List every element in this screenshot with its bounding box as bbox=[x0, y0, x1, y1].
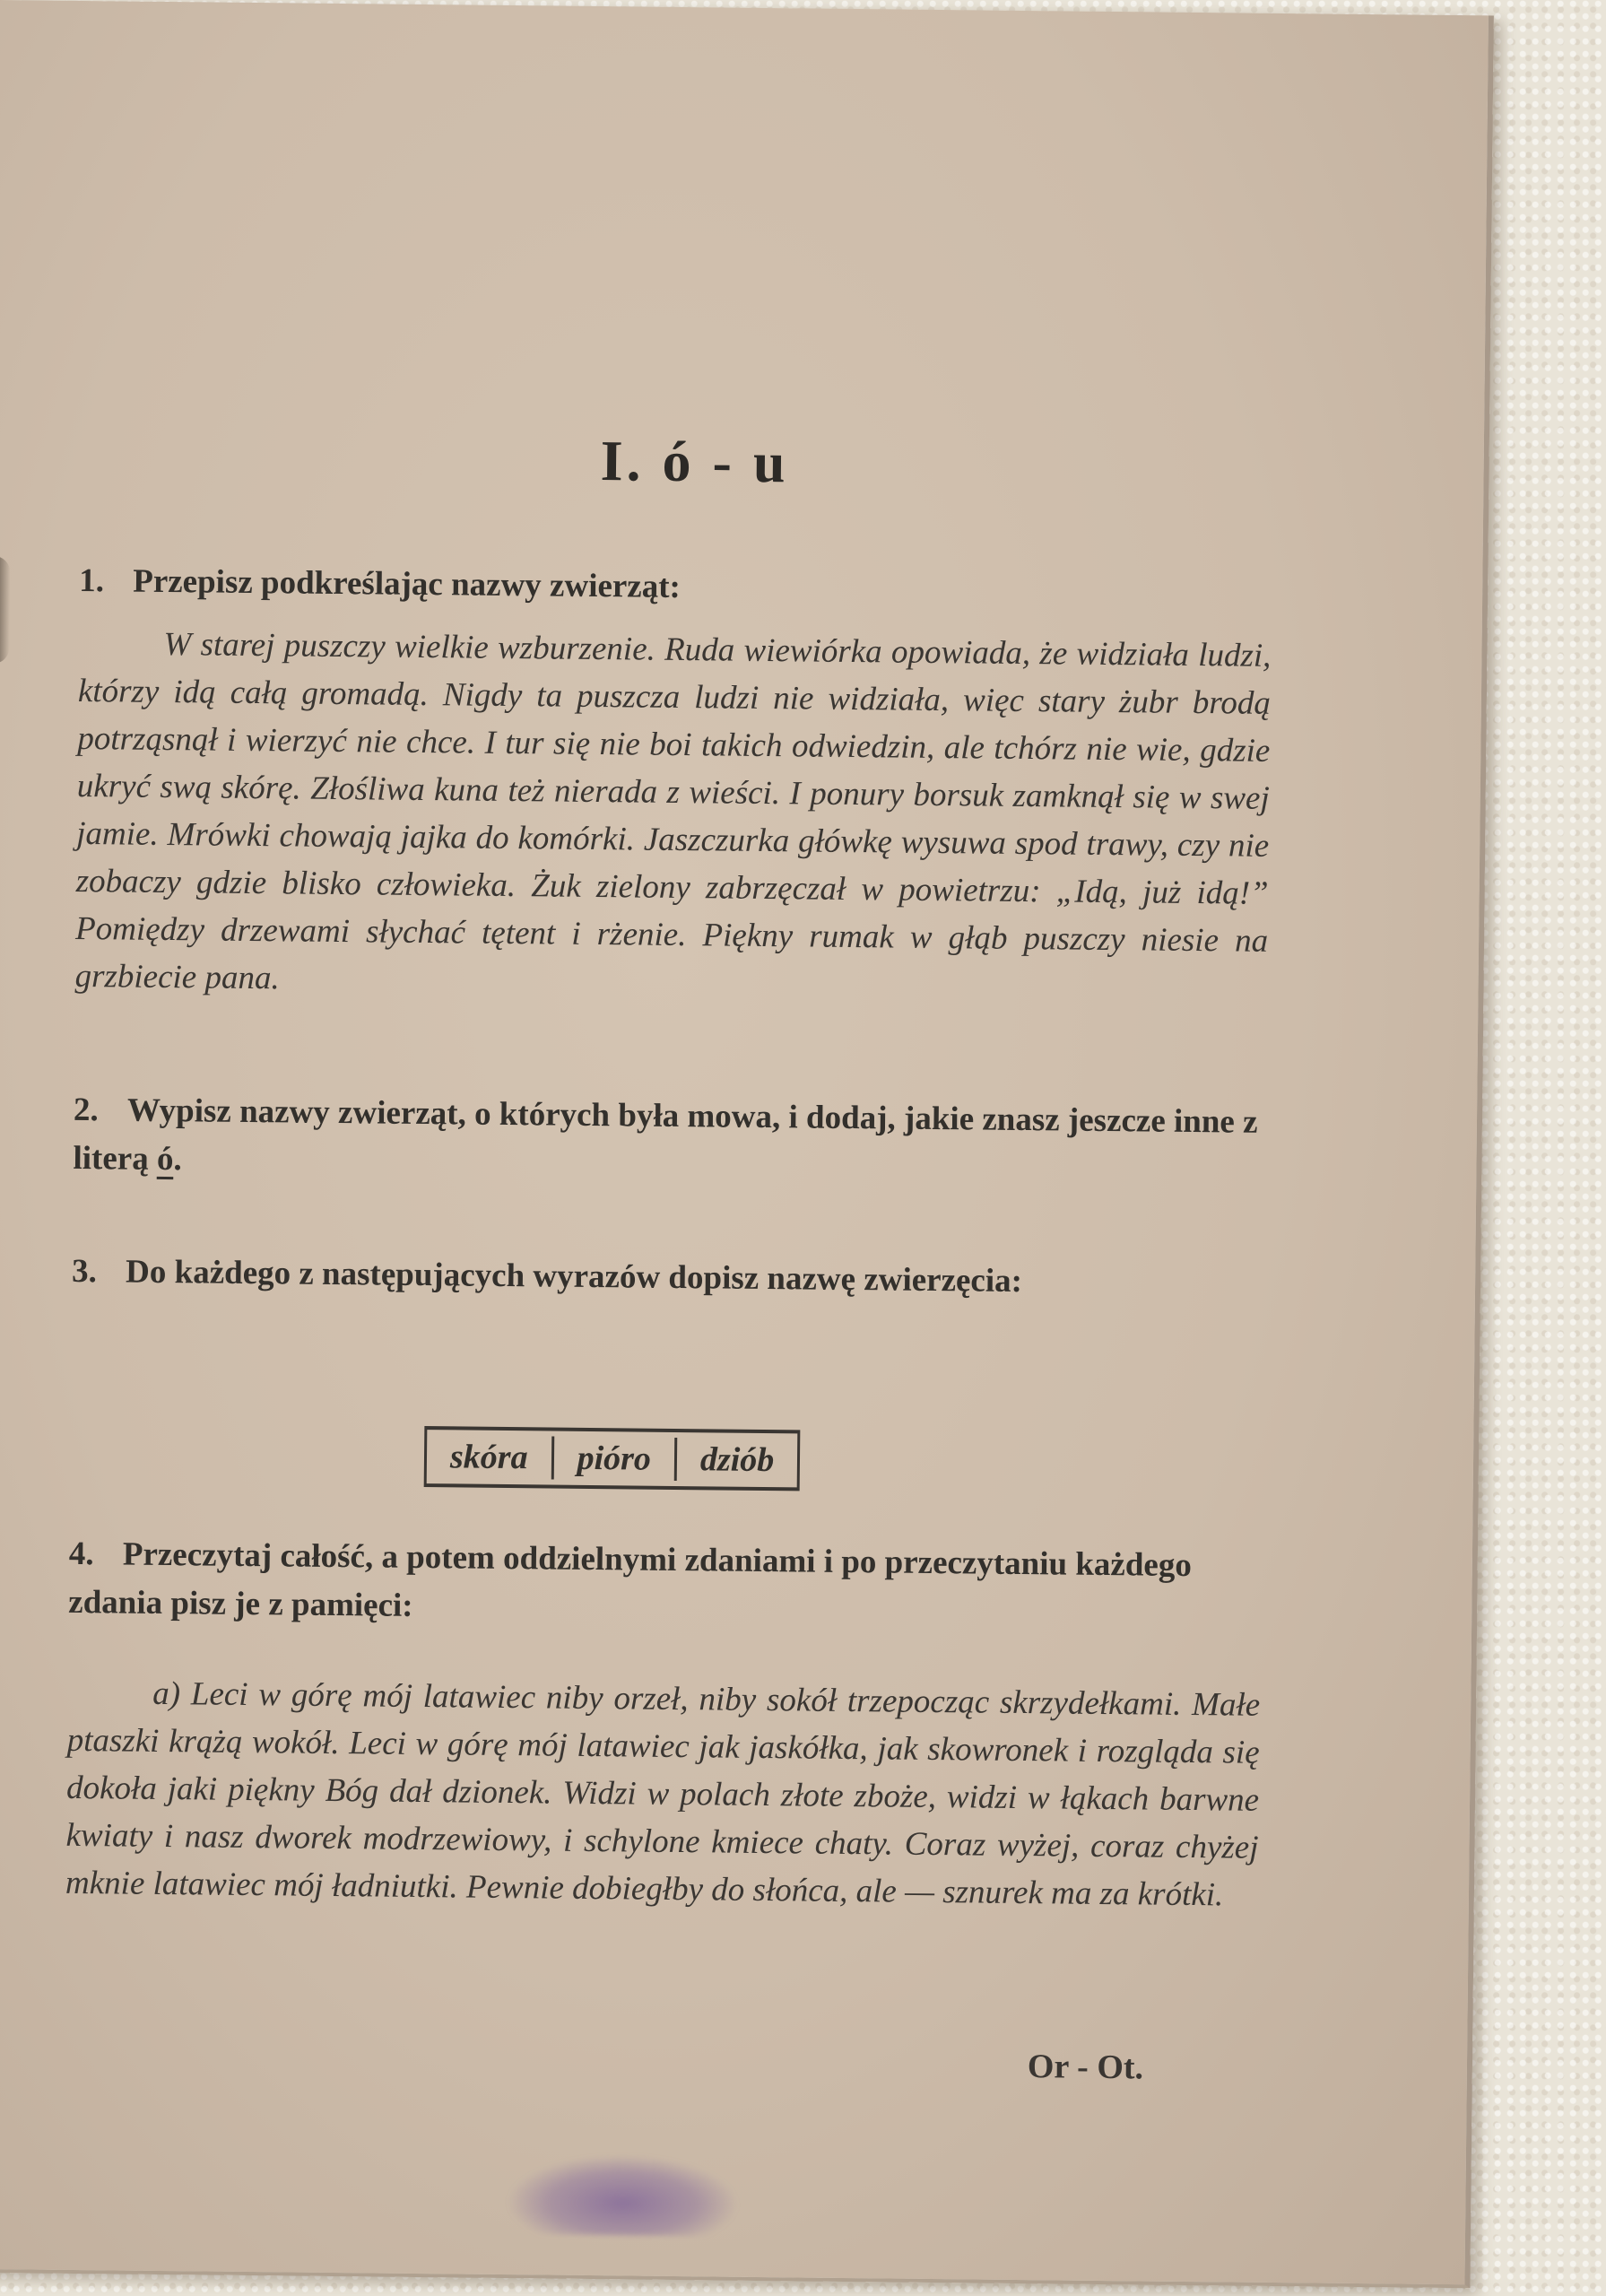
word-table bbox=[424, 1426, 801, 1491]
highlighted-letter: ó bbox=[156, 1140, 174, 1178]
exercise-3 bbox=[72, 1248, 1264, 1309]
page-edge-mark bbox=[0, 556, 11, 664]
passage-kite: a) Leci w górę mój latawiec niby orzeł, niby sokół trzepocząc skrzydełkami. Małe ptaszki krążą wokół. Leci w górę mój latawiec jak jaskółka, jak skowronek i rozgląda się dokoła jaki piękny Bóg dał dzionek. Widzi w polach złote zboże, widzi w łąkach barwne kwiaty i nasz dworek modrzewiowy, i schylone kmiece chaty. Coraz wyżej, coraz chyżej mknie latawiec mój ładniutki. Pewnie dobiegłby do słońca, ale — sznurek ma za krótki. bbox=[65, 1674, 1261, 1914]
chapter-title: I. ó - u bbox=[600, 429, 789, 495]
exercise-number: 2. bbox=[73, 1091, 100, 1129]
exercise-instruction: Do każdego z następujących wyrazów dopisz nazwę zwierzęcia: bbox=[125, 1253, 1023, 1300]
exercise-number: 3. bbox=[71, 1252, 98, 1291]
exercise-1 bbox=[79, 557, 1272, 618]
exercise-4 bbox=[68, 1530, 1262, 1639]
exercise-2 bbox=[73, 1086, 1266, 1196]
author-signature: Or - Ot. bbox=[1027, 2048, 1144, 2087]
exercise-instruction: Przeczytaj całość, a potem oddzielnymi zdaniami i po przeczytaniu każdego zdania pisz je z pamięci: bbox=[68, 1535, 1193, 1624]
exercise-instruction-end: . bbox=[173, 1141, 182, 1178]
exercise-instruction: Przepisz podkreślając nazwy zwierząt: bbox=[133, 562, 681, 605]
exercise-instruction: Wypisz nazwy zwierząt, o których była mowa, i dodaj, jakie znasz jeszcze inne z literą bbox=[73, 1091, 1258, 1178]
word-cell: dziób bbox=[699, 1440, 775, 1480]
exercise-number: 4. bbox=[68, 1535, 94, 1573]
word-cell: skóra bbox=[427, 1435, 554, 1479]
passage-forest: W starej puszczy wielkie wzburzenie. Ruda wiewiórka opowiada, że widziała ludzi, którzy idą całą gromadą. Nigdy ta puszcza ludzi nie widziała, więc stary żubr brodą potrząsnął i wierzyć nie chce. I tur się nie boi takich odwiedzin, ale tchórz nie wie, gdzie ukryć swą skórę. Złośliwa kuna też nierada z wieści. I ponury borsuk zamknął się w swej jamie. Mrówki chowają jajka do komórki. Jaszczurka główkę wysuwa spod trawy, czy nie zobaczy gdzie blisko człowieka. Żuk zielony zabrzęczał w powietrzu: „Idą, już idą!” Pomiędzy drzewami słychać tętent i rżenie. Piękny rumak w głąb puszczy niesie na grzbiecie pana. bbox=[74, 625, 1272, 997]
exercise-number: 1. bbox=[79, 561, 105, 600]
ink-stamp bbox=[506, 2153, 740, 2237]
word-cell: pióro bbox=[553, 1437, 677, 1481]
